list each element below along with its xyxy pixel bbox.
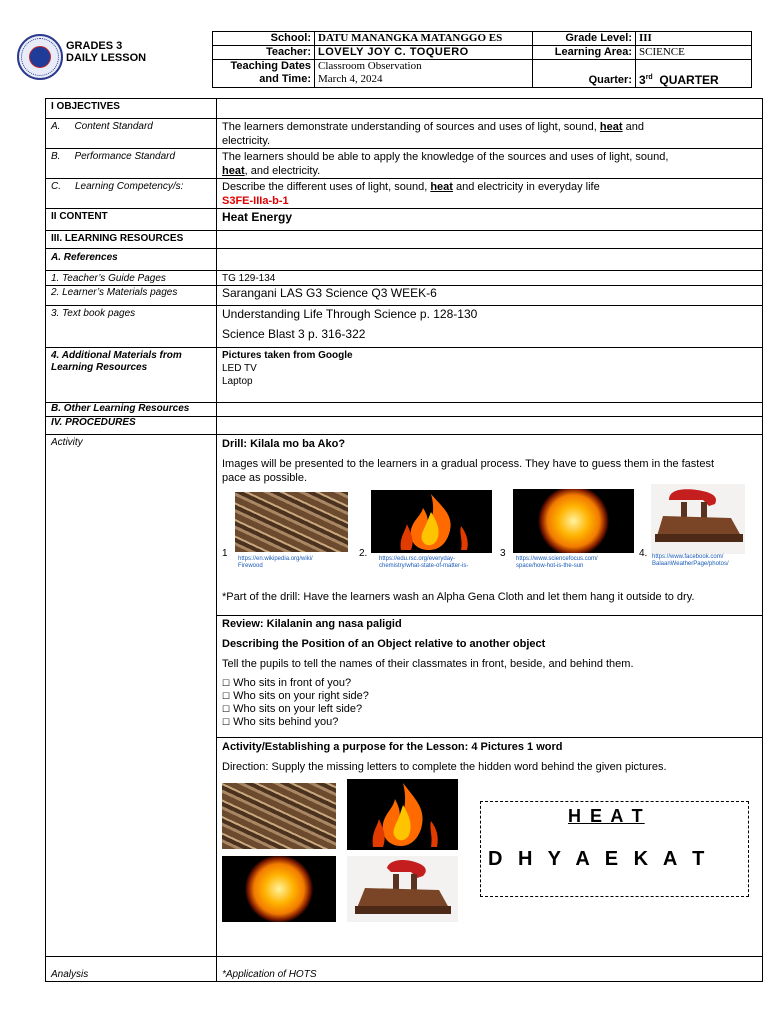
teacher-value: LOVELY JOY C. TOQUERO [315, 46, 533, 60]
competency-text: Describe the different uses of light, sound, heat and electricity in everyday life [222, 181, 600, 193]
puzzle-firewood-image [222, 783, 336, 849]
school-value: DATU MANANGKA MATANGGO ES [315, 32, 533, 46]
drill-caption-2: https://edu.rsc.org/everyday- chemistry/what-state-of-matter-is- [379, 556, 469, 569]
grade-value: III [636, 32, 752, 46]
tg-label: 1. Teacher’s Guide Pages [51, 273, 166, 284]
puzzle-iron-image [347, 856, 458, 922]
puzzle-fire-image [347, 779, 458, 850]
area-label: Learning Area: [533, 46, 636, 60]
content-heading: II CONTENT [51, 211, 108, 222]
lm-label: 2. Learner’s Materials pages [51, 287, 178, 298]
drill-number-2: 2. [359, 548, 368, 559]
drill-caption-1: https://en.wikipedia.org/wiki/ Firewood [238, 556, 313, 569]
quarter-value: 3rd QUARTER [636, 60, 752, 88]
flat-iron-image [651, 484, 745, 554]
drill-number-3: 3 [500, 548, 506, 559]
dates-value: Classroom Observation March 4, 2024 [315, 60, 533, 88]
competency-label: C. Learning Competency/s: [51, 181, 184, 192]
school-label: School: [213, 32, 315, 46]
competency-code: S3FE-IIIa-b-1 [222, 195, 289, 207]
performance-standard-label: B. Performance Standard [51, 151, 176, 162]
purpose-title: Activity/Establishing a purpose for the Lesson: 4 Pictures 1 word [222, 741, 563, 753]
review-question-4: ☐ Who sits behind you? [222, 716, 339, 728]
drill-number-4: 4. [639, 548, 648, 559]
review-title: Review: Kilalanin ang nasa paligid [222, 618, 402, 630]
analysis-label: Analysis [51, 969, 89, 980]
textbook-value-1: Understanding Life Through Science p. 128-130 [222, 307, 478, 321]
objectives-heading: I OBJECTIVES [51, 101, 120, 112]
review-subtitle: Describing the Position of an Object relative to another object [222, 638, 546, 650]
area-value: SCIENCE [636, 46, 752, 60]
review-question-3: ☐ Who sits on your left side? [222, 703, 363, 715]
puzzle-sun-image [222, 856, 336, 922]
additional-materials-label: 4. Additional Materials from Learning Resources [51, 350, 182, 373]
drill-note: *Part of the drill: Have the learners wash an Alpha Gena Cloth and let them hang it outside to dry. [222, 591, 695, 603]
sun-image [513, 489, 634, 553]
fire-image [371, 490, 492, 553]
deped-seal-logo [17, 34, 63, 80]
textbook-value-2: Science Blast 3 p. 316-322 [222, 327, 366, 341]
scrambled-letters: D H Y A E K A T [488, 848, 708, 870]
drill-caption-4: https://www.facebook.com/ BalaanWeatherPage/photos/ [652, 554, 729, 567]
tg-value: TG 129-134 [222, 273, 276, 284]
quarter-label: Quarter: [533, 60, 636, 88]
references-heading: A. References [51, 252, 118, 263]
lm-value: Sarangani LAS G3 Science Q3 WEEK-6 [222, 286, 437, 300]
activity-label: Activity [51, 437, 83, 448]
teacher-label: Teacher: [213, 46, 315, 60]
resources-heading: III. LEARNING RESOURCES [51, 233, 184, 244]
content-standard-label: A. Content Standard [51, 121, 153, 132]
grade-label: Grade Level: [533, 32, 636, 46]
review-question-2: ☐ Who sits on your right side? [222, 690, 369, 702]
firewood-image [235, 492, 348, 552]
analysis-value: *Application of HOTS [222, 969, 317, 980]
review-description: Tell the pupils to tell the names of their classmates in front, beside, and behind them. [222, 658, 634, 670]
drill-number-1: 1 [222, 548, 228, 559]
hidden-word-answer: H E A T [568, 806, 645, 826]
performance-standard-text: The learners should be able to apply the knowledge of the sources and uses of light, sound, heat, and electricity. [222, 151, 669, 177]
review-question-1: ☐ Who sits in front of you? [222, 677, 352, 689]
additional-materials-list: Pictures taken from Google LED TV Laptop [222, 350, 353, 387]
procedures-heading: IV. PROCEDURES [51, 417, 136, 428]
drill-description: Images will be presented to the learners in a gradual process. They have to guess them in the fastest pace as possible. [222, 458, 715, 484]
dates-label: Teaching Dates and Time: [213, 60, 315, 88]
other-resources-heading: B. Other Learning Resources [51, 403, 190, 414]
content-value: Heat Energy [222, 210, 293, 224]
purpose-direction: Direction: Supply the missing letters to complete the hidden word behind the given pictures. [222, 761, 667, 773]
header-info-table [212, 31, 752, 88]
drill-title: Drill: Kilala mo ba Ako? [222, 438, 346, 450]
drill-caption-3: https://www.sciencefocus.com/ space/how-hot-is-the-sun [516, 556, 598, 569]
content-standard-text: The learners demonstrate understanding of sources and uses of light, sound, heat and electricity. [222, 121, 644, 147]
textbook-label: 3. Text book pages [51, 308, 136, 319]
dll-title: GRADES 3 DAILY LESSON [66, 40, 147, 64]
